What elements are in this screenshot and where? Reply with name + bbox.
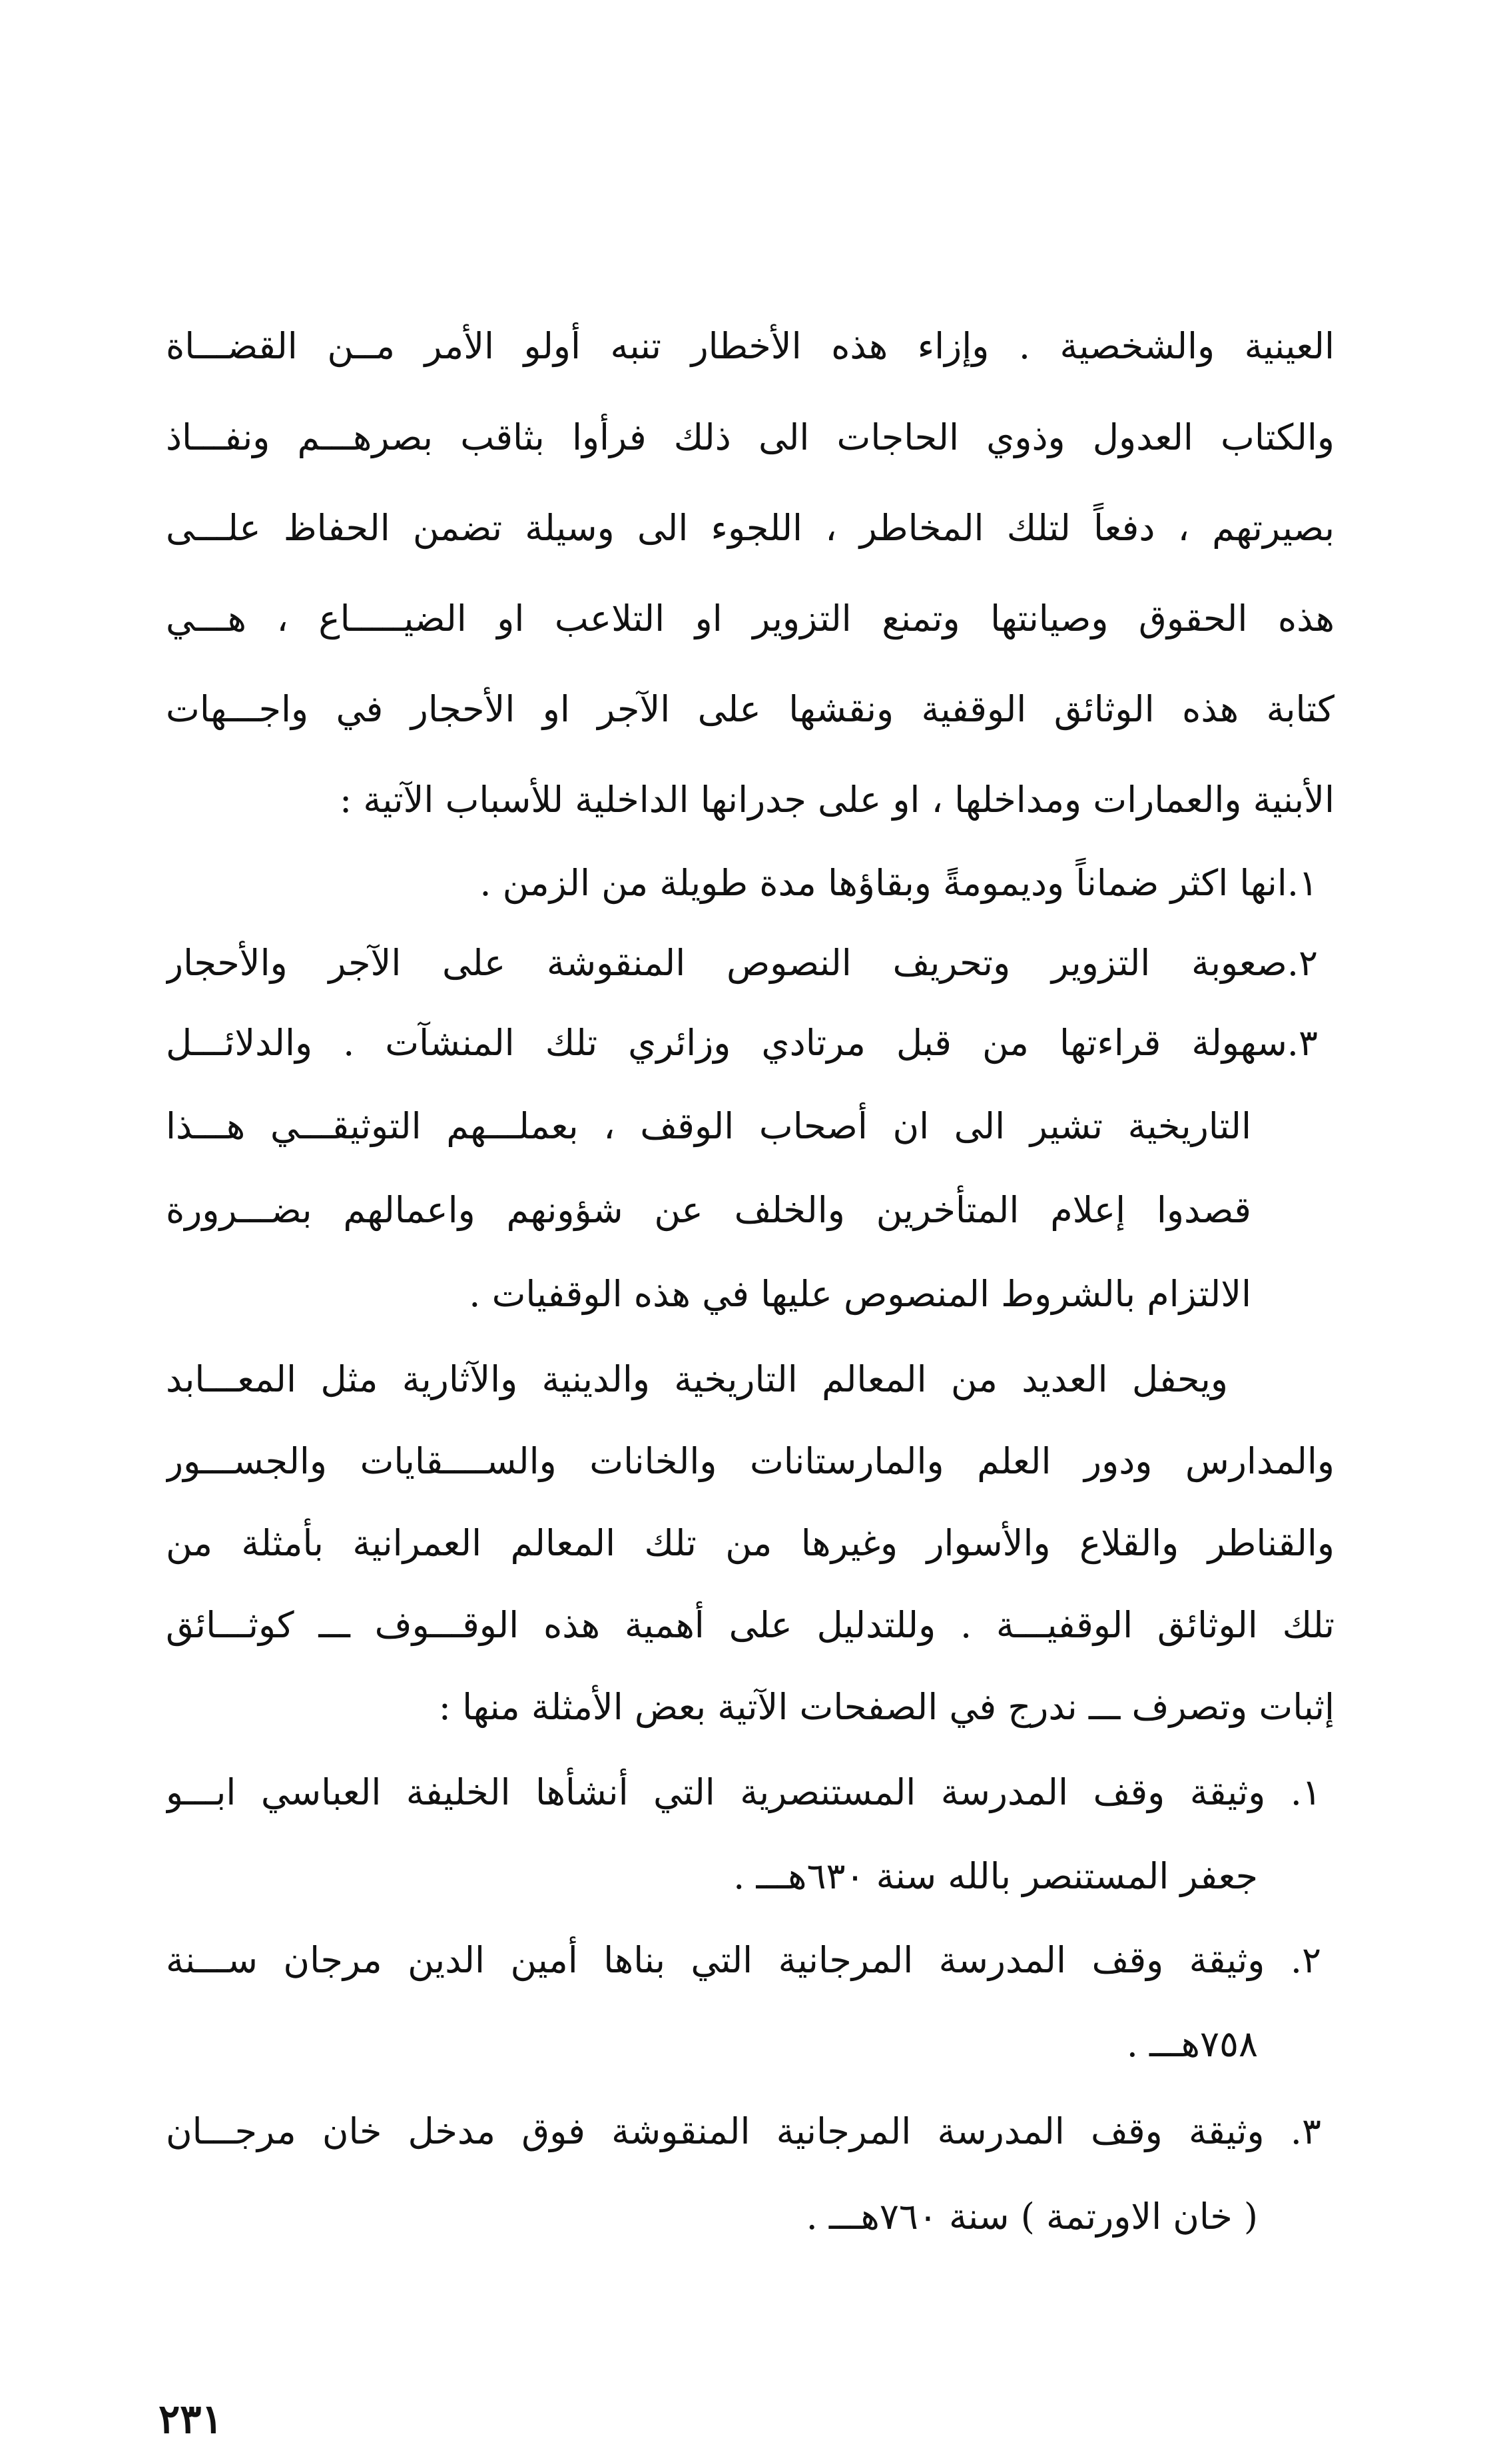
body-text-line: تلك الوثائق الوقفيـــة . وللتدليل على أهمية هذه الوقـــوف ـــ كوثـــائق [166,1604,1335,1646]
body-text-line: كتابة هذه الوثائق الوقفية ونقشها على الآجر او الأحجار في واجـــهات [166,688,1335,730]
reason-item: ٢.صعوبة التزوير وتحريف النصوص المنقوشة على الآجر والأحجار [166,942,1318,984]
example-item-continuation: جعفر المستنصر بالله سنة ٦٣٠هـــ . [733,1855,1258,1897]
body-text-line: والكتاب العدول وذوي الحاجات الى ذلك فرأوا بثاقب بصرهـــم ونفـــاذ [166,416,1335,458]
example-item-continuation: ( خان الاورتمة ) سنة ٧٦٠هـــ . [806,2196,1258,2238]
page-number: ٢٣١ [158,2396,223,2443]
body-text-line: الأبنية والعمارات ومداخلها ، او على جدرانها الداخلية للأسباب الآتية : [339,779,1335,821]
example-item: ١. وثيقة وقف المدرسة المستنصرية التي أنشأها الخليفة العباسي ابـــو [166,1771,1321,1813]
reason-item: ١.انها اكثر ضماناً وديمومةً وبقاؤها مدة طويلة من الزمن . [479,862,1318,904]
body-text-line: إثبات وتصرف ـــ ندرج في الصفحات الآتية بعض الأمثلة منها : [438,1686,1335,1728]
example-item-continuation: ٧٥٨هـــ . [1126,2023,1258,2065]
reason-item: ٣.سهولة قراءتها من قبل مرتادي وزائري تلك المنشآت . والدلائـــل [166,1022,1318,1064]
body-text-line: بصيرتهم ، دفعاً لتلك المخاطر ، اللجوء الى وسيلة تضمن الحفاظ علـــى [166,507,1335,549]
body-text-line: ويحفل العديد من المعالم التاريخية والدينية والآثارية مثل المعـــابد [166,1358,1228,1400]
body-text-line: والمدارس ودور العلم والمارستانات والخانات والســــقايات والجســـور [166,1440,1335,1482]
body-text-line: العينية والشخصية . وإزاء هذه الأخطار تنبه أولو الأمر مــن القضـــاة [166,325,1335,367]
reason-continuation-line: التاريخية تشير الى ان أصحاب الوقف ، بعملـــهم التوثيقـــي هـــذا [166,1105,1251,1147]
body-text-line: والقناطر والقلاع والأسوار وغيرها من تلك المعالم العمرانية بأمثلة من [166,1522,1335,1564]
body-text-line: هذه الحقوق وصيانتها وتمنع التزوير او التلاعب او الضيـــــاع ، هـــي [166,598,1335,639]
example-item: ٢. وثيقة وقف المدرسة المرجانية التي بناها أمين الدين مرجان ســـنة [166,1939,1321,1981]
reason-continuation-line: الالتزام بالشروط المنصوص عليها في هذه الوقفيات . [469,1273,1251,1315]
reason-continuation-line: قصدوا إعلام المتأخرين والخلف عن شؤونهم واعمالهم بضـــرورة [166,1189,1251,1231]
example-item: ٣. وثيقة وقف المدرسة المرجانية المنقوشة فوق مدخل خان مرجـــان [166,2110,1321,2152]
